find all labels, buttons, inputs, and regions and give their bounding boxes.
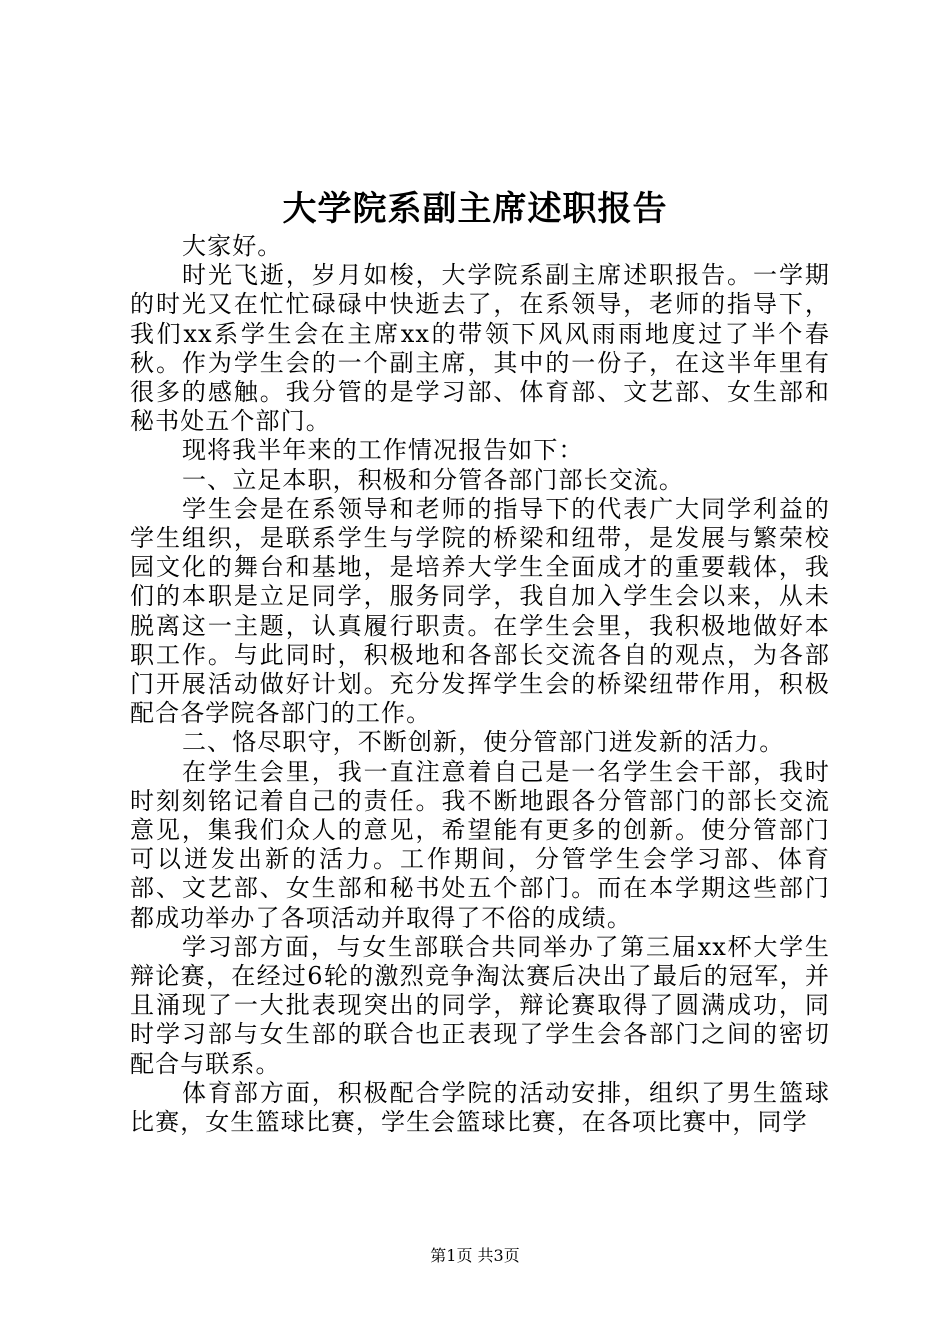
section-heading-1: 一、立足本职，积极和分管各部门部长交流。 [182, 465, 684, 494]
document-title: 大学院系副主席述职报告 [282, 189, 668, 229]
paragraph-study-dept: 学习部方面，与女生部联合共同举办了第三届xx杯大学生辩论赛，在经过6轮的激烈竞争淘汰赛后决出了最后的冠军，并且涌现了一大批表现突出的同学，辩论赛取得了圆满成功，同时学习部与女生部的联合也正表现了学生会各部门之间的密切配合与联系。 [130, 932, 830, 1078]
document-body [130, 232, 830, 1137]
paragraph-report-lead: 现将我半年来的工作情况报告如下： [182, 436, 584, 465]
section-heading-2: 二、恪尽职守，不断创新，使分管部门迸发新的活力。 [182, 728, 785, 757]
paragraph-intro: 时光飞逝，岁月如梭，大学院系副主席述职报告。一学期的时光又在忙忙碌碌中快逝去了，在系领导，老师的指导下，我们xx系学生会在主席xx的带领下风风雨雨地度过了半个春秋。作为学生会的一个副主席，其中的一份子，在这半年里有很多的感触。我分管的是学习部、体育部、文艺部、女生部和秘书处五个部门。 [130, 261, 830, 436]
paragraph-section-2: 在学生会里，我一直注意着自己是一名学生会干部，我时时刻刻铭记着自己的责任。我不断地跟各分管部门的部长交流意见，集我们众人的意见，希望能有更多的创新。使分管部门可以迸发出新的活力。工作期间，分管学生会学习部、体育部、文艺部、女生部和秘书处五个部门。而在本学期这些部门都成功举办了各项活动并取得了不俗的成绩。 [130, 757, 830, 932]
page-footer: 第1页 共3页 [430, 1246, 520, 1265]
paragraph-greeting: 大家好。 [182, 232, 283, 260]
paragraph-sports-dept: 体育部方面，积极配合学院的活动安排，组织了男生篮球比赛，女生篮球比赛，学生会篮球比赛，在各项比赛中，同学 [130, 1078, 830, 1137]
paragraph-section-1: 学生会是在系领导和老师的指导下的代表广大同学利益的学生组织，是联系学生与学院的桥梁和纽带，是发展与繁荣校园文化的舞台和基地，是培养大学生全面成才的重要载体，我们的本职是立足同学，服务同学，我自加入学生会以来，从未脱离这一主题，认真履行职责。在学生会里，我积极地做好本职工作。与此同时，积极地和各部长交流各自的观点，为各部门开展活动做好计划。充分发挥学生会的桥梁纽带作用，积极配合各学院各部门的工作。 [130, 494, 830, 728]
